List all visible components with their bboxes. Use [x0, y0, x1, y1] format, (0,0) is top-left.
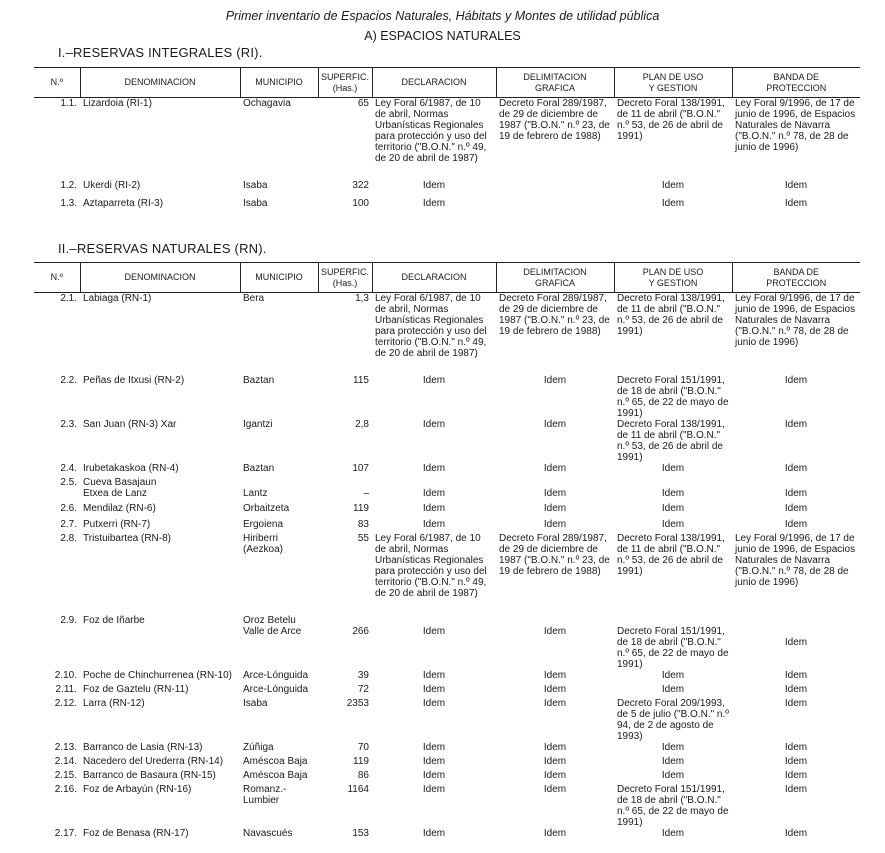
cell-municipio: Romanz.-Lumbier — [243, 783, 287, 806]
table-row — [34, 615, 860, 670]
cell-decl: Idem — [422, 374, 446, 386]
table-row — [34, 477, 860, 503]
cell-num: 2.3. — [60, 418, 77, 430]
cell-num: 2.12. — [54, 697, 77, 709]
column-header-banda: BANDA DE PROTECCION — [732, 68, 860, 98]
cell-name: San Juan (RN-3) Xar — [83, 418, 177, 430]
cell-plan: Decreto Foral 138/1991, de 11 de abril ("B.O.N." n.º 53, de 26 de abril de 1991) — [617, 293, 725, 337]
cell-plan: Idem — [661, 518, 685, 530]
cell-delim — [496, 198, 614, 216]
cell-sup: 72 — [357, 683, 369, 695]
column-header-num: N.º — [34, 263, 80, 293]
cell-name: Peñas de Itxusi (RN-2) — [83, 374, 185, 386]
cell-decl: Idem — [422, 502, 446, 514]
cell-banda: Idem — [784, 683, 808, 695]
cell-name: Aztaparreta (RI-3) — [83, 197, 164, 209]
table-row — [34, 98, 860, 180]
cell-banda: Idem — [784, 462, 808, 474]
cell-banda: Idem — [784, 636, 808, 648]
cell-num: 2.14. — [54, 755, 77, 767]
cell-plan: Decreto Foral 138/1991, de 11 de abril ("B.O.N." n.º 53, de 26 de abril de 1991) — [617, 532, 725, 577]
cell-delim: Idem — [543, 374, 567, 386]
cell-num: 1.3. — [60, 197, 77, 209]
cell-sup: 266 — [352, 625, 369, 637]
cell-plan: Idem — [661, 769, 685, 781]
cell-sup: 83 — [357, 518, 369, 530]
cell-delim: Idem — [543, 741, 567, 753]
cell-name: Foz de Arbayún (RN-16) — [83, 783, 192, 795]
column-header-delimitacion: DELIMITACION GRAFICA — [496, 263, 614, 293]
cell-plan: Decreto Foral 138/1991, de 11 de abril ("B.O.N." n.º 53, de 26 de abril de 1991) — [617, 98, 725, 142]
cell-sup: 1164 — [347, 783, 369, 795]
cell-plan: Idem — [661, 197, 685, 209]
cell-name: Barranco de Lasia (RN-13) — [83, 741, 203, 753]
cell-sup: 100 — [352, 197, 369, 209]
cell-banda: Idem — [784, 827, 808, 839]
cell-delim: Idem — [543, 827, 567, 839]
cell-name: Nacedero del Urederra (RN-14) — [83, 755, 224, 767]
cell-decl: Idem — [422, 462, 446, 474]
cell-delim: Idem — [543, 669, 567, 681]
cell-num: 2.4. — [60, 462, 77, 474]
cell-municipio: Igantzi — [243, 418, 273, 430]
header-row — [34, 68, 860, 98]
cell-name: Putxerri (RN-7) — [83, 518, 151, 530]
cell-plan: Idem — [661, 462, 685, 474]
cell-delim: Idem — [543, 783, 567, 795]
cell-name: Mendilaz (RN-6) — [83, 502, 156, 514]
cell-plan: Decreto Foral 151/1991, de 18 de abril ("B.O.N." n.º 65, de 22 de mayo de 1991) — [617, 783, 729, 828]
cell-banda: Ley Foral 9/1996, de 17 de junio de 1996, de Espacios Naturales de Navarra ("B.O.N." n.º 78, de 28 de junio de 1996) — [735, 532, 856, 588]
cell-num: 2.7. — [60, 518, 77, 530]
cell-num: 2.15. — [54, 769, 77, 781]
cell-delim: Idem — [543, 755, 567, 767]
table-row — [34, 742, 860, 756]
cell-banda: Idem — [784, 518, 808, 530]
table-row — [34, 756, 860, 770]
column-header-municipio: MUNICIPIO — [240, 263, 318, 293]
cell-plan: Decreto Foral 209/1993, de 5 de julio ("B.O.N." n.º 94, de 2 de agosto de 1993) — [617, 697, 729, 742]
cell-banda: Idem — [784, 179, 808, 191]
cell-sup: 153 — [352, 827, 369, 839]
cell-sup: 119 — [353, 502, 369, 514]
column-header-declaracion: DECLARACION — [372, 263, 496, 293]
cell-decl: Ley Foral 6/1987, de 10 de abril, Normas Urbanísticas Regionales para protección y uso del territorio ("B.O.N." n.º 49, de 20 de abril de 1987) — [375, 532, 487, 599]
cell-municipio: Améscoa Baja — [243, 755, 308, 767]
cell-plan: Decreto Foral 151/1991, de 18 de abril ("B.O.N." n.º 65, de 22 de mayo de 1991) — [617, 625, 729, 670]
cell-plan: Idem — [661, 669, 685, 681]
cell-municipio: Zúñiga — [243, 741, 274, 753]
cell-decl: Idem — [422, 769, 446, 781]
cell-municipio: Arce-Lónguida — [243, 669, 309, 681]
cell-num: 2.17. — [54, 827, 77, 839]
cell-plan: Idem — [661, 827, 685, 839]
cell-name: Irubetakaskoa (RN-4) — [83, 462, 179, 474]
cell-plan: Idem — [661, 683, 685, 695]
cell-name: Larra (RN-12) — [83, 697, 145, 709]
block-heading-reservas-naturales: II.–RESERVAS NATURALES (RN). — [58, 241, 267, 256]
cell-sup: 119 — [353, 755, 369, 767]
cell-decl: Idem — [422, 669, 446, 681]
cell-banda: Idem — [784, 697, 808, 709]
column-header-denominacion: DENOMINACION — [80, 68, 240, 98]
cell-decl: Idem — [422, 827, 446, 839]
cell-name: Tristuibartea (RN-8) — [83, 532, 171, 544]
cell-banda: Idem — [784, 769, 808, 781]
cell-sup: 2,8 — [355, 418, 369, 430]
cell-sup: 107 — [352, 462, 369, 474]
cell-decl: Ley Foral 6/1987, de 10 de abril, Normas Urbanísticas Regionales para protección y uso del territorio ("B.O.N." n.º 49, de 20 de abril de 1987) — [375, 98, 487, 164]
column-header-declaracion: DECLARACION — [372, 68, 496, 98]
cell-delim: Decreto Foral 289/1987, de 29 de diciembre de 1987 ("B.O.N." n.º 23, de 19 de febrero de 1988) — [499, 532, 610, 577]
cell-decl: Ley Foral 6/1987, de 10 de abril, Normas Urbanísticas Regionales para protección y uso del territorio ("B.O.N." n.º 49, de 20 de abril de 1987) — [375, 293, 487, 359]
cell-municipio: Ochagavia — [243, 98, 291, 109]
cell-decl: Idem — [422, 755, 446, 767]
cell-num: 2.2. — [60, 374, 77, 386]
cell-decl: Idem — [422, 783, 446, 795]
cell-banda: Idem — [784, 197, 808, 209]
cell-num: 2.13. — [54, 741, 77, 753]
cell-municipio: Orbaitzeta — [243, 502, 290, 514]
cell-num: 1.2. — [60, 179, 77, 191]
cell-sup: 55 — [357, 532, 369, 544]
cell-name: Foz de Iñarbe — [83, 614, 145, 626]
cell-plan: Idem — [661, 502, 685, 514]
table-row — [34, 533, 860, 615]
cell-municipio: Lantz — [243, 487, 268, 499]
cell-sup: 115 — [353, 374, 369, 386]
cell-banda: Idem — [784, 783, 808, 795]
cell-num: 2.1. — [60, 293, 77, 304]
cell-plan: Idem — [661, 741, 685, 753]
column-header-superficie: SUPERFIC. (Has.) — [318, 68, 372, 98]
column-header-plan: PLAN DE USO Y GESTION — [614, 68, 732, 98]
table-row — [34, 293, 860, 375]
cell-decl: Idem — [422, 741, 446, 753]
header-row — [34, 263, 860, 293]
cell-decl: Idem — [422, 683, 446, 695]
column-header-denominacion: DENOMINACION — [80, 263, 240, 293]
table-row — [34, 198, 860, 216]
table-row — [34, 684, 860, 698]
cell-municipio: Ergoiena — [243, 518, 284, 530]
cell-num: 2.5. — [60, 476, 77, 488]
table-row — [34, 463, 860, 477]
cell-name: Barranco de Basaura (RN-15) — [83, 769, 216, 781]
cell-num: 2.8. — [60, 532, 77, 544]
cell-num: 2.10. — [54, 669, 77, 681]
cell-banda: Ley Foral 9/1996, de 17 de junio de 1996, de Espacios Naturales de Navarra ("B.O.N." n.º 78, de 28 de junio de 1996) — [735, 98, 856, 153]
cell-delim — [496, 180, 614, 198]
cell-delim: Idem — [543, 625, 567, 637]
reservas-naturales-table — [34, 262, 860, 848]
cell-decl: Idem — [422, 179, 446, 191]
cell-municipio: Baztan — [243, 374, 275, 386]
reservas-integrales-table — [34, 67, 860, 216]
table-row — [34, 698, 860, 742]
cell-name: Ukerdi (RI-2) — [83, 179, 141, 191]
cell-plan: Idem — [661, 179, 685, 191]
cell-municipio: Hiriberri (Aezkoa) — [243, 532, 284, 555]
cell-decl: Idem — [422, 625, 446, 637]
cell-municipio: Améscoa Baja — [243, 769, 308, 781]
cell-num: 2.11. — [55, 683, 77, 695]
block-heading-reservas-integrales: I.–RESERVAS INTEGRALES (RI). — [58, 45, 263, 60]
cell-sup: – — [363, 487, 369, 499]
cell-sup: 70 — [357, 741, 369, 753]
cell-name: Cueva Basajaun Etxea de Lanz — [83, 476, 157, 499]
cell-delim: Idem — [543, 487, 567, 499]
cell-sup: 2353 — [346, 697, 369, 709]
page-title: Primer inventario de Espacios Naturales, Hábitats y Montes de utilidad pública — [225, 9, 660, 23]
cell-plan: Idem — [661, 487, 685, 499]
table-row — [34, 180, 860, 198]
cell-num: 2.9. — [60, 614, 77, 626]
cell-banda: Idem — [784, 418, 808, 430]
table-row — [34, 784, 860, 828]
cell-delim: Idem — [543, 769, 567, 781]
cell-municipio: Baztan — [243, 462, 275, 474]
cell-delim: Idem — [543, 683, 567, 695]
cell-sup: 65 — [357, 98, 369, 109]
cell-sup: 86 — [357, 769, 369, 781]
cell-delim: Decreto Foral 289/1987, de 29 de diciembre de 1987 ("B.O.N." n.º 23, de 19 de febrero de 1988) — [499, 293, 610, 337]
cell-banda: Idem — [784, 487, 808, 499]
cell-num: 2.6. — [60, 502, 77, 514]
cell-decl: Idem — [422, 418, 446, 430]
column-header-banda: BANDA DE PROTECCION — [732, 263, 860, 293]
cell-num: 1.1. — [60, 98, 77, 109]
cell-banda: Idem — [784, 502, 808, 514]
column-header-plan: PLAN DE USO Y GESTION — [614, 263, 732, 293]
column-header-superficie: SUPERFIC. (Has.) — [318, 263, 372, 293]
cell-delim: Idem — [543, 418, 567, 430]
cell-municipio: Isaba — [243, 197, 268, 209]
cell-banda: Ley Foral 9/1996, de 17 de junio de 1996, de Espacios Naturales de Navarra ("B.O.N." n.º 78, de 28 de junio de 1996) — [735, 293, 856, 348]
cell-municipio: Oroz Betelu Valle de Arce — [243, 614, 302, 637]
section-title: A) ESPACIOS NATURALES — [364, 29, 521, 43]
table-row — [34, 770, 860, 784]
cell-delim: Idem — [543, 697, 567, 709]
cell-municipio: Isaba — [243, 697, 268, 709]
cell-banda: Idem — [784, 741, 808, 753]
cell-banda: Idem — [784, 669, 808, 681]
cell-municipio: Bera — [243, 293, 265, 304]
cell-delim: Idem — [543, 462, 567, 474]
cell-decl: Idem — [422, 487, 446, 499]
cell-num: 2.16. — [54, 783, 77, 795]
cell-decl: Idem — [422, 197, 446, 209]
cell-sup: 322 — [352, 179, 369, 191]
table-row — [34, 828, 860, 848]
cell-name: Poche de Chinchurrenea (RN-10) — [83, 669, 232, 681]
cell-municipio: Arce-Lónguida — [243, 683, 309, 695]
cell-delim: Decreto Foral 289/1987, de 29 de diciembre de 1987 ("B.O.N." n.º 23, de 19 de febrero de 1988) — [499, 98, 610, 142]
cell-banda: Idem — [784, 755, 808, 767]
cell-sup: 1,3 — [355, 293, 369, 304]
cell-name: Lizardoia (RI-1) — [83, 98, 152, 109]
table-row — [34, 519, 860, 533]
table-row — [34, 670, 860, 684]
table-row — [34, 419, 860, 463]
column-header-num: N.º — [34, 68, 80, 98]
cell-name: Labiaga (RN-1) — [83, 293, 152, 304]
cell-sup: 39 — [357, 669, 369, 681]
cell-name: Foz de Benasa (RN-17) — [83, 827, 189, 839]
cell-delim: Idem — [543, 502, 567, 514]
column-header-delimitacion: DELIMITACION GRAFICA — [496, 68, 614, 98]
column-header-municipio: MUNICIPIO — [240, 68, 318, 98]
cell-name: Foz de Gaztelu (RN-11) — [83, 683, 189, 695]
table-row — [34, 375, 860, 419]
cell-delim: Idem — [543, 518, 567, 530]
cell-decl: Idem — [422, 697, 446, 709]
cell-banda: Idem — [784, 374, 808, 386]
cell-plan: Decreto Foral 151/1991, de 18 de abril ("B.O.N." n.º 65, de 22 de mayo de 1991) — [617, 374, 729, 419]
cell-plan: Decreto Foral 138/1991, de 11 de abril ("B.O.N." n.º 53, de 26 de abril de 1991) — [617, 418, 725, 463]
cell-municipio: Navascués — [243, 827, 293, 839]
cell-decl: Idem — [422, 518, 446, 530]
table-row — [34, 503, 860, 519]
cell-municipio: Isaba — [243, 179, 268, 191]
cell-plan: Idem — [661, 755, 685, 767]
